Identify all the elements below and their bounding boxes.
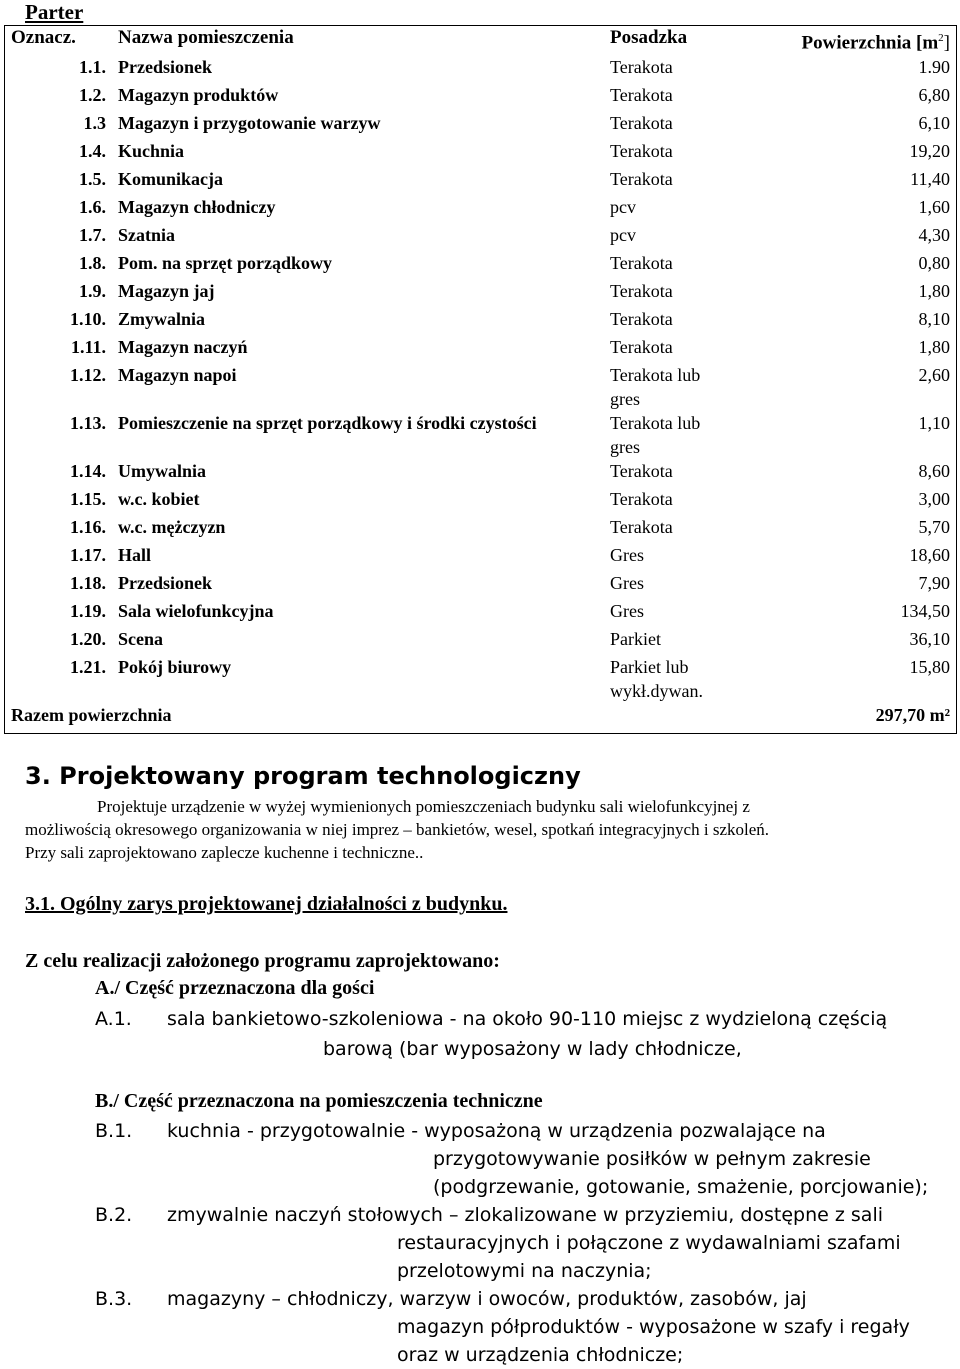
header-name: Nazwa pomieszczenia	[118, 27, 294, 48]
cell-area: 134,50	[900, 601, 950, 622]
cell-name: Pomieszczenie na sprzęt porządkowy i środki czystości	[118, 413, 537, 434]
part-b-item-3-cont-2: oraz w urządzenia chłodnicze;	[397, 1344, 684, 1366]
table-row	[5, 139, 957, 167]
part-b-item-2	[95, 1201, 883, 1229]
cell-floor-line-1: Parkiet lub	[610, 657, 689, 678]
table-row	[5, 543, 957, 571]
total-label: Razem powierzchnia	[11, 705, 172, 726]
cell-area: 0,80	[918, 253, 950, 274]
header-area	[756, 26, 957, 56]
section3-paragraph	[25, 795, 945, 864]
cell-area: 11,40	[910, 169, 950, 190]
table-row	[5, 571, 957, 599]
header-area-sup: 2	[938, 32, 944, 44]
cell-name: w.c. kobiet	[118, 489, 200, 510]
table-row	[5, 111, 957, 139]
cell-name: Magazyn naczyń	[118, 337, 248, 358]
cell-area: 1,60	[918, 197, 950, 218]
part-b-item-1	[95, 1117, 826, 1145]
cell-code: 1.14.	[70, 461, 106, 482]
rooms-table	[4, 25, 957, 734]
cell-area: 1,80	[918, 337, 950, 358]
cell-area: 1,10	[918, 413, 950, 434]
item-label: A.1.	[95, 1008, 132, 1030]
cell-name: Umywalnia	[118, 461, 207, 482]
table-row	[5, 83, 957, 111]
cell-floor-line-1: Terakota lub	[610, 365, 701, 386]
table-row	[5, 411, 957, 459]
cell-name: Komunikacja	[118, 169, 224, 190]
total-row	[5, 703, 957, 734]
cell-floor: Terakota	[610, 309, 673, 330]
table-row	[5, 251, 957, 279]
cell-floor-line-1: Terakota lub	[610, 413, 701, 434]
cell-code: 1.10.	[70, 309, 106, 330]
cell-floor	[604, 655, 756, 703]
para-line-2: możliwością okresowego organizowania w niej imprez – bankietów, wesel, spotkań integracyjnych i szkoleń.	[25, 820, 770, 839]
cell-floor: Terakota	[610, 253, 673, 274]
cell-code: 1.17.	[70, 545, 106, 566]
cell-name: Scena	[118, 629, 163, 650]
cell-area: 8,10	[918, 309, 950, 330]
cell-floor: Terakota	[610, 517, 673, 538]
table-row	[5, 279, 957, 307]
cell-floor: Gres	[610, 545, 644, 566]
table-row	[5, 655, 957, 703]
cell-floor	[604, 363, 756, 411]
cell-area: 7,90	[918, 573, 950, 594]
cell-floor: Terakota	[610, 461, 673, 482]
cell-code: 1.18.	[70, 573, 106, 594]
cell-code: 1.9.	[79, 281, 106, 302]
header-floor: Posadzka	[610, 27, 688, 48]
part-a-title: A./ Część przeznaczona dla gości	[95, 977, 375, 999]
table-row	[5, 599, 957, 627]
cell-code: 1.20.	[70, 629, 106, 650]
cell-floor-line-2: wykł.dywan.	[610, 681, 703, 702]
table-row	[5, 363, 957, 411]
cell-area: 8,60	[918, 461, 950, 482]
cell-floor: pcv	[610, 197, 636, 218]
part-b-item-1-cont-2: (podgrzewanie, gotowanie, smażenie, porcjowanie);	[433, 1176, 929, 1198]
cell-name: Magazyn jaj	[118, 281, 215, 302]
part-b-item-3-cont-1: magazyn półproduktów - wyposażone w szafy i regały	[397, 1316, 910, 1338]
item-text: sala bankietowo-szkoleniowa - na około 90-110 miejsc z wydzieloną częścią	[167, 1008, 888, 1030]
cell-area: 36,10	[909, 629, 950, 650]
cell-floor-line-2: gres	[610, 437, 640, 458]
cell-floor: Gres	[610, 601, 644, 622]
cell-area: 5,70	[918, 517, 950, 538]
cell-floor: Parkiet	[610, 629, 661, 650]
table-header-row	[5, 26, 957, 56]
table-row	[5, 335, 957, 363]
cell-floor: Terakota	[610, 85, 673, 106]
cell-code: 1.3	[83, 113, 106, 134]
cell-code: 1.21.	[70, 657, 106, 678]
cell-floor: pcv	[610, 225, 636, 246]
header-area-close: ]	[943, 32, 950, 54]
cell-area: 18,60	[909, 545, 950, 566]
table-row	[5, 627, 957, 655]
cell-code: 1.15.	[70, 489, 106, 510]
header-code: Oznacz.	[11, 27, 76, 48]
table-row	[5, 515, 957, 543]
cell-code: 1.13.	[70, 413, 106, 434]
para-line-1: Projektuje urządzenie w wyżej wymienionych pomieszczeniach budynku sali wielofunkcyjnej z	[97, 797, 750, 816]
part-b-item-2-cont-1: restauracyjnych i połączone z wydawalniami szafami	[397, 1232, 901, 1254]
cell-floor: Terakota	[610, 281, 673, 302]
cell-area: 1,80	[918, 281, 950, 302]
subsection-heading: 3.1. Ogólny zarys projektowanej działalności z budynku.	[25, 893, 508, 915]
cell-name: w.c. mężczyzn	[118, 517, 226, 538]
cell-name: Przedsionek	[118, 573, 212, 594]
cell-code: 1.16.	[70, 517, 106, 538]
part-a-item-1-cont: barową (bar wyposażony w lady chłodnicze,	[323, 1038, 742, 1060]
cell-code: 1.6.	[79, 197, 106, 218]
cell-code: 1.19.	[70, 601, 106, 622]
cell-name: Pom. na sprzęt porządkowy	[118, 253, 332, 274]
item-text: magazyny – chłodniczy, warzyw i owoców, produktów, zasobów, jaj	[167, 1288, 807, 1310]
cell-area: 4,30	[918, 225, 950, 246]
item-text: kuchnia - przygotowalnie - wyposażoną w urządzenia pozwalające na	[167, 1120, 826, 1142]
part-a-item-1	[95, 1005, 887, 1033]
cell-floor-line-2: gres	[610, 389, 640, 410]
cell-code: 1.11.	[70, 337, 106, 358]
item-label: B.3.	[95, 1288, 133, 1310]
table-row	[5, 55, 957, 83]
part-b-item-1-cont-1: przygotowywanie posiłków w pełnym zakresie	[433, 1148, 871, 1170]
cell-code: 1.1.	[79, 57, 106, 78]
section3-heading: 3. Projektowany program technologiczny	[25, 762, 581, 790]
cell-floor	[604, 411, 756, 459]
cell-floor: Gres	[610, 573, 644, 594]
cell-floor: Terakota	[610, 57, 673, 78]
cell-code: 1.8.	[79, 253, 106, 274]
table-row	[5, 223, 957, 251]
cell-name: Magazyn produktów	[118, 85, 279, 106]
cell-code: 1.7.	[79, 225, 106, 246]
total-value: 297,70 m²	[875, 705, 950, 726]
cell-code: 1.5.	[79, 169, 106, 190]
cell-area: 15,80	[909, 657, 950, 678]
cell-floor: Terakota	[610, 337, 673, 358]
cell-code: 1.2.	[79, 85, 106, 106]
cell-floor: Terakota	[610, 141, 673, 162]
cell-name: Zmywalnia	[118, 309, 206, 330]
table-row	[5, 487, 957, 515]
table-body	[5, 55, 957, 703]
item-text: zmywalnie naczyń stołowych – zlokalizowane w przyziemiu, dostępne z sali	[167, 1204, 883, 1226]
cell-area: 2,60	[918, 365, 950, 386]
cell-code: 1.4.	[79, 141, 106, 162]
part-b-item-2-cont-2: przelotowymi na naczynia;	[397, 1260, 652, 1282]
para-line-3: Przy sali zaprojektowano zaplecze kuchenne i techniczne..	[25, 843, 424, 862]
cell-floor: Terakota	[610, 169, 673, 190]
cell-name: Przedsionek	[118, 57, 212, 78]
cell-area: 1.90	[918, 57, 950, 78]
part-b-item-3	[95, 1285, 807, 1313]
cell-name: Magazyn napoi	[118, 365, 237, 386]
part-b-title: B./ Część przeznaczona na pomieszczenia techniczne	[95, 1090, 543, 1112]
cell-name: Magazyn i przygotowanie warzyw	[118, 113, 381, 134]
table-row	[5, 459, 957, 487]
cell-name: Szatnia	[118, 225, 176, 246]
table-row	[5, 195, 957, 223]
cell-name: Sala wielofunkcyjna	[118, 601, 274, 622]
cell-floor: Terakota	[610, 113, 673, 134]
cell-area: 6,80	[918, 85, 950, 106]
cell-area: 3,00	[918, 489, 950, 510]
item-label: B.2.	[95, 1204, 133, 1226]
cell-name: Pokój biurowy	[118, 657, 232, 678]
cell-name: Hall	[118, 545, 152, 566]
header-area-label: Powierzchnia [m	[801, 32, 939, 54]
section-title: Parter	[25, 0, 84, 24]
cell-area: 19,20	[909, 141, 950, 162]
table-row	[5, 307, 957, 335]
cell-name: Magazyn chłodniczy	[118, 197, 276, 218]
cell-floor: Terakota	[610, 489, 673, 510]
cell-area: 6,10	[918, 113, 950, 134]
goal-heading: Z celu realizacji założonego programu zaprojektowano:	[25, 950, 500, 972]
cell-name: Kuchnia	[118, 141, 185, 162]
item-label: B.1.	[95, 1120, 133, 1142]
cell-code: 1.12.	[70, 365, 106, 386]
table-row	[5, 167, 957, 195]
